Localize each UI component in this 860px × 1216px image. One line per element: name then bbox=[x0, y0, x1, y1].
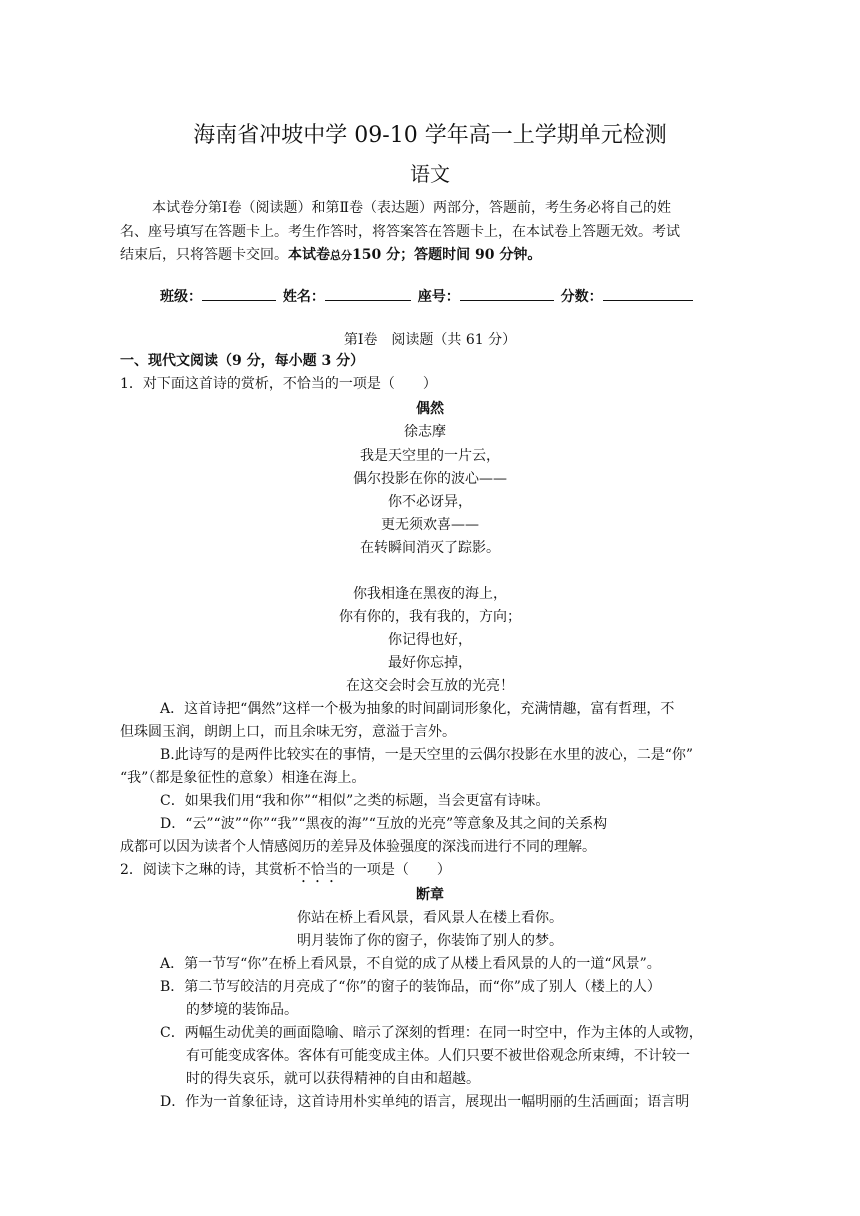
q1-option-d-line-1: D．“云”“波”“你”“我”“黑夜的海”“互放的光亮”等意象及其之间的关系构 bbox=[160, 816, 608, 832]
part-heading: 一、现代文阅读（9 分，每小题 3 分） bbox=[120, 353, 365, 369]
seat-label: 座号： bbox=[417, 289, 460, 305]
poem-2-title: 断章 bbox=[416, 887, 444, 903]
poem-1-line: 更无须欢喜—— bbox=[381, 517, 479, 533]
instructions-total-small: 总分 bbox=[330, 249, 352, 262]
q2-option-c-line-1: C．两幅生动优美的画面隐喻、暗示了深刻的哲理：在同一时空中，作为主体的人或物， bbox=[160, 1025, 703, 1041]
instructions-line-2: 名、座号填写在答题卡上。考生作答时，将答案答在答题卡上，在本试卷上答题无效。考试 bbox=[120, 224, 680, 240]
instructions-total-value: 150 分；答题时间 90 分钟。 bbox=[352, 247, 542, 263]
question-2-stem bbox=[120, 859, 451, 886]
student-info-row bbox=[160, 286, 695, 306]
instructions-line-3 bbox=[120, 244, 541, 267]
poem-2-line-1: 你站在桥上看风景，看风景人在楼上看你。 bbox=[297, 910, 563, 926]
q2-option-c-line-3: 时的得失哀乐，就可以获得精神的自由和超越。 bbox=[186, 1071, 480, 1087]
section-heading: 第Ⅰ卷 阅读题（共 61 分） bbox=[343, 332, 517, 348]
subject-title: 语文 bbox=[410, 162, 450, 186]
instructions-line-3-text: 结束后，只将答题卡交回。 bbox=[120, 247, 288, 263]
question-1-stem: 1．对下面这首诗的赏析，不恰当的一项是（ ） bbox=[120, 376, 437, 392]
instructions-line-1: 本试卷分第Ⅰ卷（阅读题）和第Ⅱ卷（表达题）两部分，答题前，考生务必将自己的姓 bbox=[152, 200, 672, 216]
q2-option-a: A．第一节写“你”在桥上看风景，不自觉的成了从楼上看风景的人的一道“风景”。 bbox=[160, 956, 661, 972]
question-2-stem-a: 2．阅读卞之琳的诗，其赏析 bbox=[120, 862, 297, 878]
poem-1-author: 徐志摩 bbox=[404, 424, 446, 440]
q1-option-a-line-2: 但珠圆玉润，朗朗上口，而且余味无穷，意溢于言外。 bbox=[120, 724, 456, 740]
poem-1-line: 你我相逢在黑夜的海上， bbox=[353, 586, 507, 602]
q1-option-c: C．如果我们用“我和你”“相似”之类的标题，当会更富有诗味。 bbox=[160, 793, 550, 809]
score-blank[interactable] bbox=[603, 286, 693, 301]
name-label: 姓名： bbox=[282, 289, 325, 305]
q1-option-b-line-1: B.此诗写的是两件比较实在的事情，一是天空里的云偶尔投影在水里的波心，二是“你” bbox=[160, 747, 694, 763]
class-blank[interactable] bbox=[202, 286, 276, 301]
poem-1-title: 偶然 bbox=[416, 401, 444, 417]
poem-1-line: 在转瞬间消灭了踪影。 bbox=[360, 540, 500, 556]
poem-1-line: 你记得也好， bbox=[388, 632, 472, 648]
instructions-total-label: 本试卷 bbox=[288, 247, 330, 263]
poem-1-line: 你不必讶异， bbox=[388, 494, 472, 510]
poem-1-line: 我是天空里的一片云， bbox=[360, 448, 500, 464]
q2-option-d: D．作为一首象征诗，这首诗用朴实单纯的语言，展现出一幅明丽的生活画面；语言明 bbox=[160, 1094, 690, 1110]
score-label: 分数： bbox=[560, 289, 603, 305]
seat-blank[interactable] bbox=[460, 286, 554, 301]
question-2-stem-c: 的一项是（ ） bbox=[338, 862, 451, 878]
document-title: 海南省冲坡中学 09-10 学年高一上学期单元检测 bbox=[193, 123, 667, 148]
q1-option-a-line-1: A．这首诗把“偶然”这样一个极为抽象的时间副词形象化，充满情趣，富有哲理，不 bbox=[160, 701, 675, 717]
poem-1-line: 偶尔投影在你的波心—— bbox=[353, 471, 507, 487]
poem-1-line: 在这交会时会互放的光亮！ bbox=[346, 678, 514, 694]
class-label: 班级： bbox=[160, 289, 202, 305]
q2-option-b-line-1: B．第二节写皎洁的月亮成了“你”的窗子的装饰品，而“你”成了别人（楼上的人） bbox=[160, 979, 661, 995]
q1-option-b-line-2: “我”（都是象征性的意象）相逢在海上。 bbox=[120, 770, 366, 786]
q2-option-c-line-2: 有可能变成客体。客体有可能变成主体。人们只要不被世俗观念所束缚，不计较一 bbox=[186, 1048, 690, 1064]
poem-2-line-2: 明月装饰了你的窗子，你装饰了别人的梦。 bbox=[297, 933, 563, 949]
poem-1-line: 最好你忘掉， bbox=[388, 655, 472, 671]
q1-option-d-line-2: 成都可以因为读者个人情感阅历的差异及体验强度的深浅而进行不同的理解。 bbox=[120, 839, 596, 855]
name-blank[interactable] bbox=[325, 286, 411, 301]
question-2-emphasis: 不恰当 bbox=[296, 862, 339, 878]
poem-1-line: 你有你的，我有我的，方向； bbox=[339, 609, 521, 625]
q2-option-b-line-2: 的梦境的装饰品。 bbox=[186, 1002, 298, 1018]
